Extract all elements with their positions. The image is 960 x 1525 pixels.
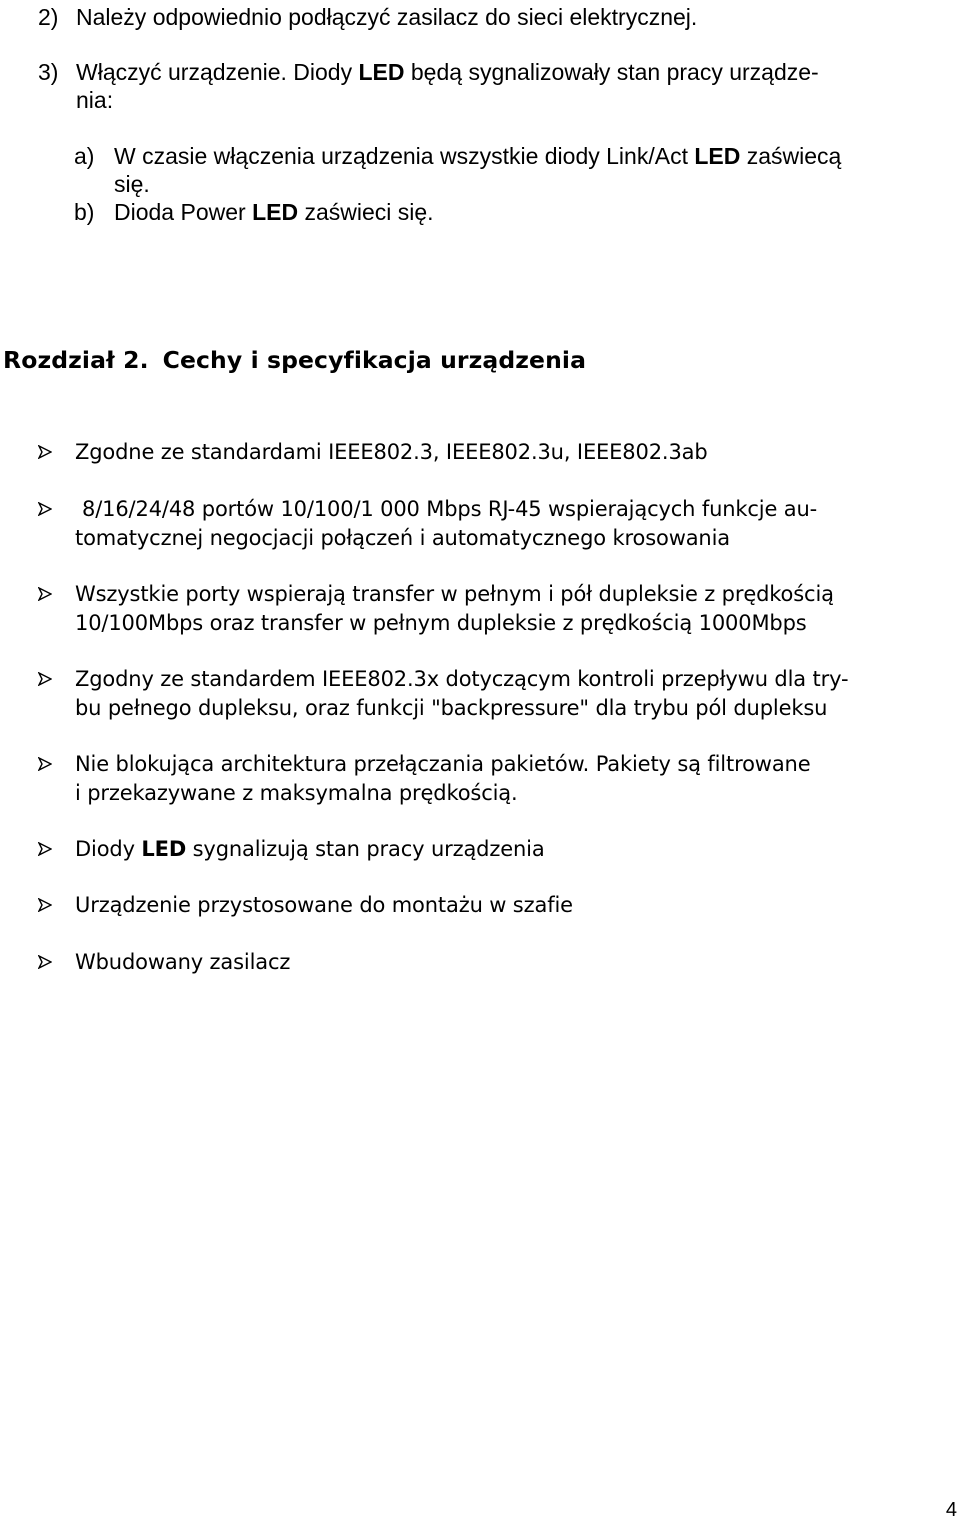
bullet-text-line: i przekazywane z maksymalna prędkością. xyxy=(75,780,518,805)
page-number: 4 xyxy=(945,1499,957,1521)
bullet-text-line: Zgodne ze standardami IEEE802.3, IEEE802.3u, IEEE802.3ab xyxy=(75,440,708,464)
bullet-text-line: 8/16/24/48 portów 10/100/1 000 Mbps RJ-45 wspierających funkcje au- xyxy=(82,497,818,521)
bullet-text-line: Nie blokująca architektura przełączania pakietów. Pakiety są filtrowane xyxy=(75,752,811,776)
substep-text-part: zaświeci się. xyxy=(298,199,434,225)
led-keyword: LED xyxy=(694,143,741,169)
bullet-text-line: bu pełnego dupleksu, oraz funkcji "backpressure" dla trybu pól dupleksu xyxy=(75,695,828,720)
bullet-text-part: sygnalizują stan pracy urządzenia xyxy=(186,837,545,861)
arrowhead-bullet-icon xyxy=(38,955,52,969)
led-keyword: LED xyxy=(141,837,187,861)
arrowhead-bullet-icon xyxy=(38,587,52,601)
bullet-text-line xyxy=(75,835,545,864)
chapter-number: Rozdział 2. xyxy=(3,346,149,374)
substep-text-part: W czasie włączenia urządzenia wszystkie diody Link/Act xyxy=(114,143,695,169)
substep-a xyxy=(74,142,841,170)
bullet-text-line: Urządzenie przystosowane do montażu w szafie xyxy=(75,893,573,917)
bullet-text-line: Wbudowany zasilacz xyxy=(75,950,291,974)
led-keyword: LED xyxy=(252,199,299,225)
bullet-text-line: Zgodny ze standardem IEEE802.3x dotyczącym kontroli przepływu dla try- xyxy=(75,667,849,691)
arrowhead-bullet-icon xyxy=(38,757,52,771)
bullet-text-line: 10/100Mbps oraz transfer w pełnym dupleksie z prędkością 1000Mbps xyxy=(75,610,807,635)
substep-b xyxy=(74,198,434,226)
chapter-heading xyxy=(3,343,586,377)
step-3-continuation xyxy=(76,86,113,114)
arrowhead-bullet-icon xyxy=(38,898,52,912)
led-keyword: LED xyxy=(358,59,405,85)
arrowhead-bullet-icon xyxy=(38,445,52,459)
step-text-part: nia: xyxy=(76,87,114,113)
step-3 xyxy=(38,58,819,86)
substep-text-part: się. xyxy=(114,171,150,197)
substep-a-continuation xyxy=(114,170,150,198)
arrowhead-bullet-icon xyxy=(38,502,52,516)
substep-text-part: Dioda Power xyxy=(114,199,253,225)
step-text-part: będą sygnalizowały stan pracy urządze- xyxy=(404,59,819,85)
chapter-title: Cechy i specyfikacja urządzenia xyxy=(162,346,587,374)
step-number: 3) xyxy=(38,59,59,85)
step-text-part: Włączyć urządzenie. Diody xyxy=(76,59,359,85)
arrowhead-bullet-icon xyxy=(38,672,52,686)
step-text: Należy odpowiednio podłączyć zasilacz do sieci elektrycznej. xyxy=(76,4,698,30)
substep-letter: a) xyxy=(74,143,95,169)
substep-text-part: zaświecą xyxy=(740,143,842,169)
bullet-text-line: tomatycznej negocjacji połączeń i automatycznego krosowania xyxy=(75,525,730,550)
bullet-text-line: Wszystkie porty wspierają transfer w pełnym i pół dupleksie z prędkością xyxy=(75,582,834,606)
step-2 xyxy=(38,3,697,31)
step-number: 2) xyxy=(38,4,59,30)
substep-letter: b) xyxy=(74,199,95,225)
bullet-text-part: Diody xyxy=(75,837,142,861)
arrowhead-bullet-icon xyxy=(38,842,52,856)
